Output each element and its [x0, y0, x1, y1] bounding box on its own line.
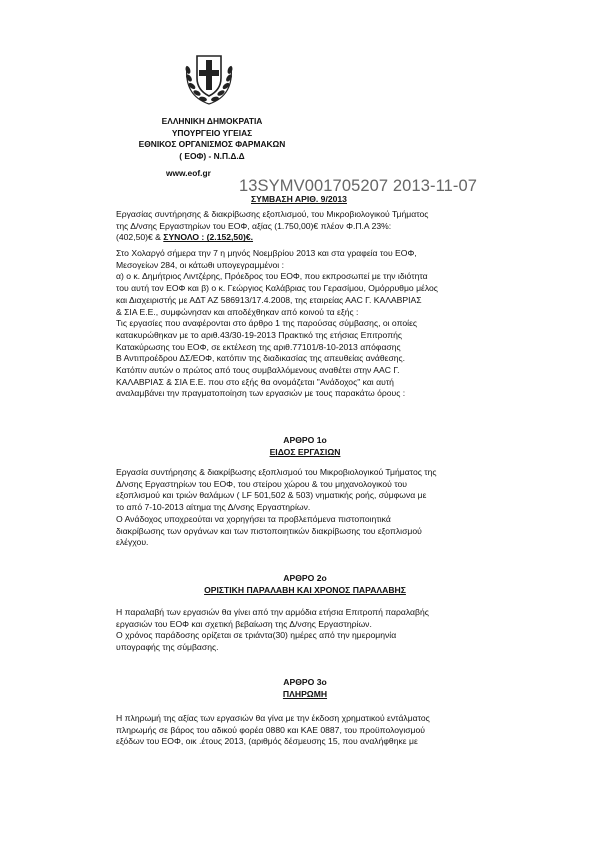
body-line: Στο Χολαργό σήμερα την 7 η μηνός Νοεμβρίου 2013 και στα γραφεία του ΕΟΦ,: [116, 248, 417, 258]
body-line: α) ο κ. Δημήτριος Λιντζέρης, Πρόεδρος του ΕΟΦ, που εκπροσωπεί με την ιδιότητα: [116, 271, 428, 282]
intro-paragraph: [116, 209, 494, 244]
website-link[interactable]: www.eof.gr: [166, 168, 211, 178]
body-line: Τις εργασίες που αναφέρονται στο άρθρο 1 της παρούσας σύμβασης, οι οποίες: [116, 318, 418, 329]
intro-line-1: Εργασίας συντήρησης & διακρίβωσης εξοπλισμού, του Μικροβιολογικού Τμήματος: [116, 209, 429, 219]
article-2-line: υπογραφής της σύμβασης.: [116, 642, 219, 653]
article-1-subtitle: ΕΙΔΟΣ ΕΡΓΑΣΙΩΝ: [269, 446, 341, 457]
body-line: αναλαμβάνει την πραγματοποίηση των εργασιών με τους παρακάτω όρους :: [116, 388, 406, 399]
issuer-header: [112, 116, 312, 162]
article-3-title: ΑΡΘΡΟ 3ο: [283, 677, 327, 687]
article-1-line: διακρίβωσης των οργάνων και των πιστοποιητικών διακρίβωσης του εξοπλισμού: [116, 525, 422, 536]
intro-line-3: [116, 232, 494, 244]
body-line: Κατακύρωσης του ΕΟΦ, σε εκτέλεση της αριθ.77101/8-10-2013 απόφασης: [116, 341, 401, 352]
article-1-line: εξοπλισμού και τριών θαλάμων ( LF 501,502 & 503) νηματικής ροής, σύμφωνα με: [116, 490, 427, 501]
greek-emblem-icon: [181, 48, 237, 108]
article-2-subtitle: ΟΡΙΣΤΙΚΗ ΠΑΡΑΛΑΒΗ ΚΑΙ ΧΡΟΝΟΣ ΠΑΡΑΛΑΒΗΣ: [204, 584, 406, 595]
article-1-body: [116, 467, 494, 549]
article-1-line: Εργασία συντήρησης & διακρίβωσης εξοπλισμού του Μικροβιολογικού Τμήματος της: [116, 467, 437, 477]
article-2-title: ΑΡΘΡΟ 2ο: [283, 573, 327, 583]
body-line: του αυτή τον ΕΟΦ και β) ο κ. Γεώργιος Καλάβριας του Γερασίμου, Ομόρρυθμο μέλος: [116, 283, 438, 294]
intro-total-amount: ΣΥΝΟΛΟ : (2.152,50)€.: [163, 232, 254, 243]
article-3-heading: [116, 677, 494, 700]
article-3-line: Η πληρωμή της αξίας των εργασιών θα γίνα με την έκδοση χρηματικού εντάλματος: [116, 713, 430, 723]
body-line: Β Αντιπροέδρου ΔΣ/ΕΟΦ, κατόπιν της διαδικασίας της απευθείας ανάθεσης.: [116, 353, 406, 364]
article-1-line: Δ/νσης Εργαστηρίων του ΕΟΦ, του στείρου χώρου & του μηχανολογικού του: [116, 478, 407, 489]
body-paragraph: [116, 248, 494, 400]
header-line-2: ΥΠΟΥΡΓΕΙΟ ΥΓΕΙΑΣ: [171, 127, 253, 138]
header-line-4: ( ΕΟΦ) - Ν.Π.Δ.Δ: [179, 150, 245, 161]
article-1-line: ελέγχου.: [116, 537, 149, 548]
intro-vat-amount: (402,50)€ &: [116, 232, 164, 243]
article-2-line: Η παραλαβή των εργασιών θα γίνει από την αρμόδια ετήσια Επιτροπή παραλαβής: [116, 607, 429, 617]
article-1-title: ΑΡΘΡΟ 1ο: [283, 435, 327, 445]
article-3-line: εξόδων του ΕΟΦ, οικ .έτους 2013, (αριθμός δέσμευσης 15, που αναλήφθηκε με: [116, 736, 418, 747]
header-line-3: ΕΘΝΙΚΟΣ ΟΡΓΑΝΙΣΜΟΣ ΦΑΡΜΑΚΩΝ: [138, 139, 286, 150]
article-3-line: πληρωμής σε βάρος του αδικού φορέα 0880 και ΚΑΕ 0887, του προϋπολογισμού: [116, 724, 425, 735]
contract-title: ΣΥΜΒΑΣΗ ΑΡΙΘ. 9/2013: [251, 194, 347, 204]
body-line: Μεσογείων 284, οι κάτωθι υπογεγραμμένοι :: [116, 259, 284, 270]
document-stamp-id: 13SYMV001705207 2013-11-07: [239, 177, 478, 195]
article-2-body: [116, 607, 494, 654]
body-line: Κατόπιν αυτών ο πρώτος από τους συμβαλλόμενους αναθέτει στην ΑΑС Γ.: [116, 365, 400, 376]
article-3-body: [116, 713, 494, 748]
body-line: ΚΑΛΑΒΡΙΑΣ & ΣΙΑ Ε.Ε. που στο εξής θα ονομάζεται "Ανάδοχος" και αυτή: [116, 376, 394, 387]
article-1-line: Ο Ανάδοχος υποχρεούται να χορηγήσει τα προβλεπόμενα πιστοποιητικά: [116, 513, 391, 524]
body-line: και Διαχειριστής με ΑΔΤ ΑΖ 586913/17.4.2008, της εταιρείας ΑΑС Γ. ΚΑΛΑΒΡΙΑΣ: [116, 294, 422, 305]
article-2-heading: [116, 573, 494, 596]
header-line-1: ΕΛΛΗΝΙΚΗ ΔΗΜΟΚΡΑΤΙΑ: [161, 116, 263, 126]
article-2-line: Ο χρόνος παράδοσης ορίζεται σε τριάντα(30) ημέρες από την ημερομηνία: [116, 630, 397, 641]
article-3-subtitle: ΠΛΗΡΩΜΗ: [282, 688, 328, 699]
body-line: κατακυρώθηκαν με το αριθ.43/30-19-2013 Πρακτικό της ετήσιας Επιτροπής: [116, 329, 403, 340]
article-1-line: το από 7-10-2013 αίτημα της Δ/νσης Εργαστηρίων.: [116, 502, 311, 513]
article-1-heading: [116, 435, 494, 458]
intro-line-2: της Δ/νσης Εργαστηρίων του ΕΟΦ, αξίας (1.750,00)€ πλέον Φ.Π.Α 23%:: [116, 220, 392, 231]
body-line: & ΣΙΑ Ε.Ε., συμφώνησαν και αποδέχθηκαν από κοινού τα εξής :: [116, 306, 359, 317]
article-2-line: εργασιών του ΕΟΦ και σχετική βεβαίωση της Δ/νσης Εργαστηρίων.: [116, 618, 372, 629]
